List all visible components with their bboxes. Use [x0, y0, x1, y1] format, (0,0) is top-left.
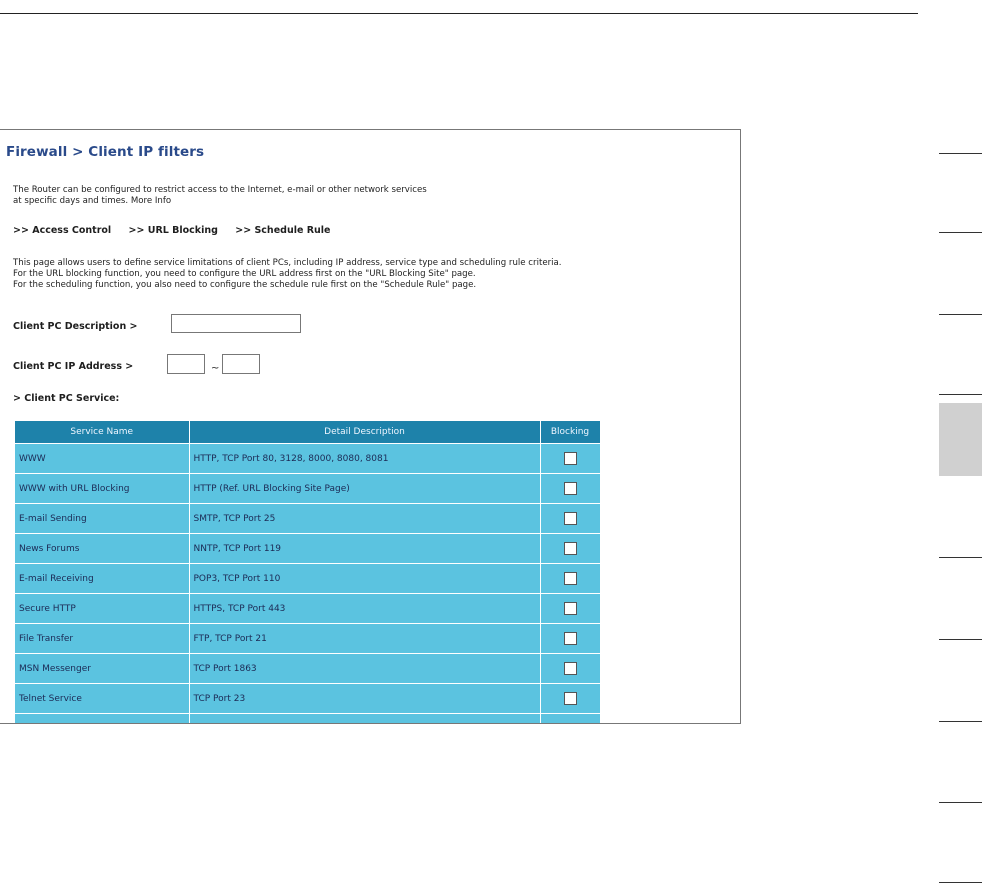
blocking-checkbox[interactable] — [564, 692, 577, 705]
table-row-partial — [15, 714, 600, 725]
service-detail: HTTP (Ref. URL Blocking Site Page) — [189, 474, 540, 504]
service-detail: SMTP, TCP Port 25 — [189, 504, 540, 534]
blocking-checkbox[interactable] — [564, 482, 577, 495]
schedule-rule-link[interactable]: >> Schedule Rule — [235, 225, 331, 236]
desc-line2: For the URL blocking function, you need to configure the URL address first on the "URL Blocking Site" page. — [13, 269, 476, 279]
table-row — [15, 504, 600, 534]
blocking-checkbox[interactable] — [564, 632, 577, 645]
service-name: E-mail Receiving — [15, 564, 189, 594]
section-tab-10[interactable] — [939, 882, 982, 883]
service-detail: POP3, TCP Port 110 — [189, 564, 540, 594]
client-pc-description-label: Client PC Description > — [13, 321, 138, 332]
service-name: E-mail Sending — [15, 504, 189, 534]
header-blocking: Blocking — [540, 421, 600, 444]
blocking-checkbox[interactable] — [564, 452, 577, 465]
blocking-checkbox[interactable] — [564, 512, 577, 525]
table-row — [15, 654, 600, 684]
service-name: Secure HTTP — [15, 594, 189, 624]
service-detail: HTTPS, TCP Port 443 — [189, 594, 540, 624]
service-detail: FTP, TCP Port 21 — [189, 624, 540, 654]
table-row — [15, 684, 600, 714]
header-service-name: Service Name — [15, 421, 189, 444]
blocking-checkbox[interactable] — [564, 602, 577, 615]
service-detail: TCP Port 1863 — [189, 654, 540, 684]
service-name: File Transfer — [15, 624, 189, 654]
ip-start-input[interactable] — [167, 354, 205, 374]
service-name: WWW with URL Blocking — [15, 474, 189, 504]
ip-range-separator: ~ — [211, 363, 220, 374]
table-row — [15, 534, 600, 564]
page-title: Firewall > Client IP filters — [6, 144, 205, 160]
section-tab-4[interactable] — [939, 394, 982, 395]
desc-line1: This page allows users to define service limitations of client PCs, including IP address, service type and scheduling rule criteria. — [13, 258, 562, 268]
subnav-links — [13, 225, 345, 236]
header-detail-description: Detail Description — [189, 421, 540, 444]
page-top-rule — [0, 13, 918, 14]
ip-end-input[interactable] — [222, 354, 260, 374]
table-row — [15, 564, 600, 594]
section-tab-6[interactable] — [939, 557, 982, 558]
blocking-checkbox[interactable] — [564, 542, 577, 555]
client-pc-service-label: > Client PC Service: — [13, 393, 120, 404]
intro-text-line2: at specific days and times. More Info — [13, 196, 172, 206]
table-row — [15, 474, 600, 504]
client-pc-description-input[interactable] — [171, 314, 301, 333]
intro-text-line1: The Router can be configured to restrict access to the Internet, e-mail or other network services — [13, 185, 427, 195]
service-table — [15, 421, 601, 724]
section-tab-1[interactable] — [939, 153, 982, 154]
table-row — [15, 624, 600, 654]
router-config-panel — [0, 129, 741, 724]
client-pc-ip-label: Client PC IP Address > — [13, 361, 134, 372]
section-tab-3[interactable] — [939, 314, 982, 315]
service-name: Telnet Service — [15, 684, 189, 714]
section-tab-7[interactable] — [939, 639, 982, 640]
access-control-link[interactable]: >> Access Control — [13, 225, 112, 236]
service-name: News Forums — [15, 534, 189, 564]
section-tab-active[interactable] — [939, 403, 982, 476]
service-name: WWW — [15, 444, 189, 474]
table-row — [15, 594, 600, 624]
section-tab-9[interactable] — [939, 802, 982, 803]
table-header-row — [15, 421, 600, 444]
blocking-checkbox[interactable] — [564, 572, 577, 585]
desc-line3: For the scheduling function, you also need to configure the schedule rule first on the "Schedule Rule" page. — [13, 280, 477, 290]
section-tab-2[interactable] — [939, 232, 982, 233]
service-detail: TCP Port 23 — [189, 684, 540, 714]
service-detail: NNTP, TCP Port 119 — [189, 534, 540, 564]
section-tab-8[interactable] — [939, 721, 982, 722]
blocking-checkbox[interactable] — [564, 662, 577, 675]
table-row — [15, 444, 600, 474]
service-name: MSN Messenger — [15, 654, 189, 684]
service-detail: HTTP, TCP Port 80, 3128, 8000, 8080, 8081 — [189, 444, 540, 474]
url-blocking-link[interactable]: >> URL Blocking — [128, 225, 218, 236]
